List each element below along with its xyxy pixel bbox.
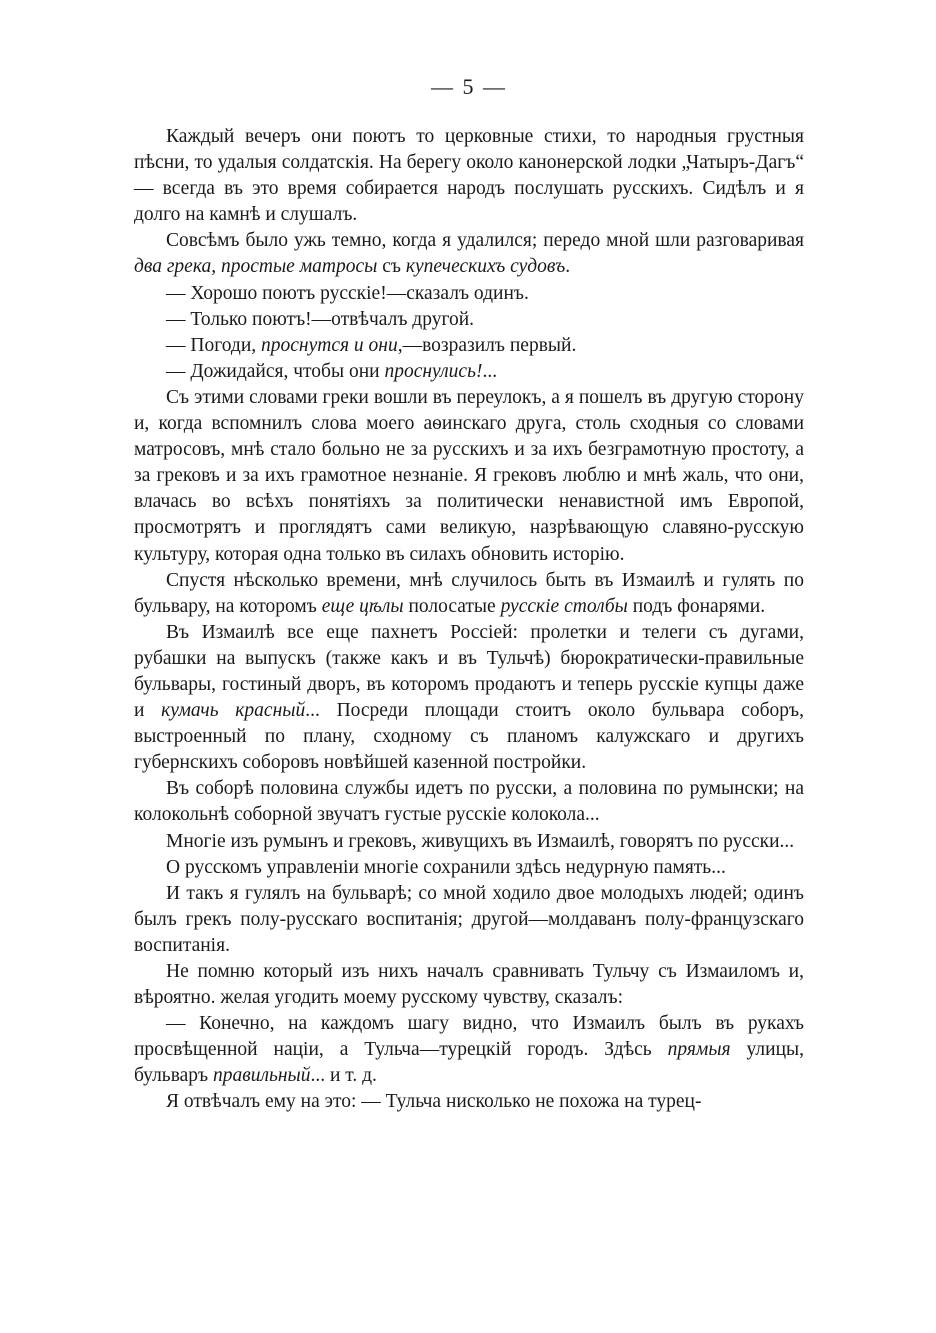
- paragraph: [134, 333, 804, 359]
- text-segment: О русскомъ управленіи многіе сохранили здѣсь недурную память...: [166, 856, 726, 878]
- paragraph: [134, 385, 804, 568]
- italic-text: русскіе столбы: [500, 595, 628, 617]
- paragraph: [134, 124, 804, 228]
- text-segment: подъ фонарями.: [627, 595, 766, 617]
- page-number: — 5 —: [431, 74, 507, 99]
- paragraph: [134, 776, 804, 828]
- text-segment: Совсѣмъ было ужь темно, когда я удалился; передо мной шли разговаривая: [166, 230, 804, 252]
- text-segment: — Хорошо поютъ русскіе!—сказалъ одинъ.: [166, 282, 529, 304]
- text-segment: Каждый вечеръ они поютъ то церковные стихи, то народныя грустныя пѣсни, то удалыя солдатскія. На берегу около канонерской лодки „Чатыръ-Дагъ“ — всегда въ это время собирается народъ послушать русскихъ. Сидѣлъ и я долго на камнѣ и слушалъ.: [134, 126, 804, 226]
- text-segment: улицы, бульваръ: [134, 1039, 805, 1087]
- text-segment: — Только поютъ!—отвѣчалъ другой.: [166, 308, 475, 330]
- text-segment: Въ Измаилѣ все еще пахнетъ Россіей: пролетки и телеги съ дугами, рубашки на выпускъ (также какъ и въ Тульчѣ) бюрократически-правильные бульвары, гостиный дворъ, въ которомъ продаютъ и теперь русскіе купцы даже и: [134, 621, 804, 722]
- italic-text: купеческихъ судовъ: [405, 256, 566, 278]
- paragraph: [134, 1011, 804, 1089]
- text-segment: .: [565, 256, 571, 278]
- italic-text: кумачь красный: [161, 700, 306, 722]
- text-segment: ... и т. д.: [310, 1065, 377, 1087]
- text-segment: съ: [377, 256, 406, 278]
- paragraph: [134, 620, 804, 777]
- paragraph: [134, 568, 804, 620]
- book-page: [134, 72, 804, 1116]
- text-segment: — Погоди,: [166, 334, 262, 356]
- paragraph: [134, 281, 804, 307]
- text-segment: Въ соборѣ половина службы идетъ по русски, а половина по румынски; на колокольнѣ соборной звучатъ густые русскіе колокола...: [134, 778, 804, 826]
- text-body: [134, 124, 804, 1116]
- italic-text: проснулись!: [384, 360, 483, 382]
- italic-text: еще цѣлы: [321, 595, 404, 617]
- paragraph: [134, 855, 804, 881]
- text-segment: Я отвѣчалъ ему на это: — Тульча нисколько не похожа на турец-: [166, 1091, 702, 1113]
- text-segment: Не помню который изъ нихъ началъ сравнивать Тульчу съ Измаиломъ и, вѣроятно. желая угодить моему русскому чувству, сказалъ:: [134, 961, 804, 1009]
- paragraph: [134, 881, 804, 959]
- text-segment: ... Посреди площади стоитъ около бульвара соборъ, выстроенный по плану, сходному съ планомъ калужскаго и другихъ губернскихъ соборовъ новѣйшей казенной постройки.: [134, 700, 805, 774]
- text-segment: — Конечно, на каждомъ шагу видно, что Измаилъ былъ въ рукахъ просвѣщенной націи, а Тульча—турецкій городъ. Здѣсь: [134, 1013, 804, 1061]
- italic-text: проснутся и они: [261, 334, 398, 356]
- text-segment: — Дожидайся, чтобы они: [166, 360, 385, 382]
- paragraph: [134, 829, 804, 855]
- paragraph: [134, 307, 804, 333]
- paragraph: [134, 359, 804, 385]
- text-segment: Съ этими словами греки вошли въ переулокъ, а я пошелъ въ другую сторону и, когда вспомнилъ слова моего аѳинскаго друга, столь сходныя со словами матросовъ, мнѣ стало больно не за русскихъ и за ихъ безграмотную простоту, а за грековъ и за ихъ грамотное незнаніе. Я грековъ люблю и мнѣ жаль, что они, влачась во всѣхъ понятіяхъ за политически ненавистной имъ Европой, просмотрятъ и проглядятъ сами великую, назрѣвающую славяно-русскую культуру, которая одна только въ силахъ обновить исторію.: [134, 386, 804, 565]
- italic-text: прямыя: [667, 1039, 731, 1061]
- paragraph: [134, 228, 804, 280]
- text-segment: полосатые: [403, 595, 501, 617]
- text-segment: Спустя нѣсколько времени, мнѣ случилось быть въ Измаилѣ и гулять по бульвару, на которомъ: [134, 569, 804, 617]
- text-segment: И такъ я гулялъ на бульварѣ; со мной ходило двое молодыхъ людей; одинъ былъ грекъ полу-русскаго воспитанія; другой—молдаванъ полу-французскаго воспитанія.: [134, 882, 804, 956]
- text-segment: Многіе изъ румынъ и грековъ, живущихъ въ Измаилѣ, говорятъ по русски...: [166, 830, 795, 852]
- text-segment: ...: [482, 360, 498, 382]
- text-segment: ,—возразилъ первый.: [397, 334, 577, 356]
- paragraph: [134, 959, 804, 1011]
- paragraph: [134, 1089, 804, 1115]
- italic-text: правильный: [213, 1065, 311, 1087]
- italic-text: два грека, простые матросы: [134, 256, 378, 278]
